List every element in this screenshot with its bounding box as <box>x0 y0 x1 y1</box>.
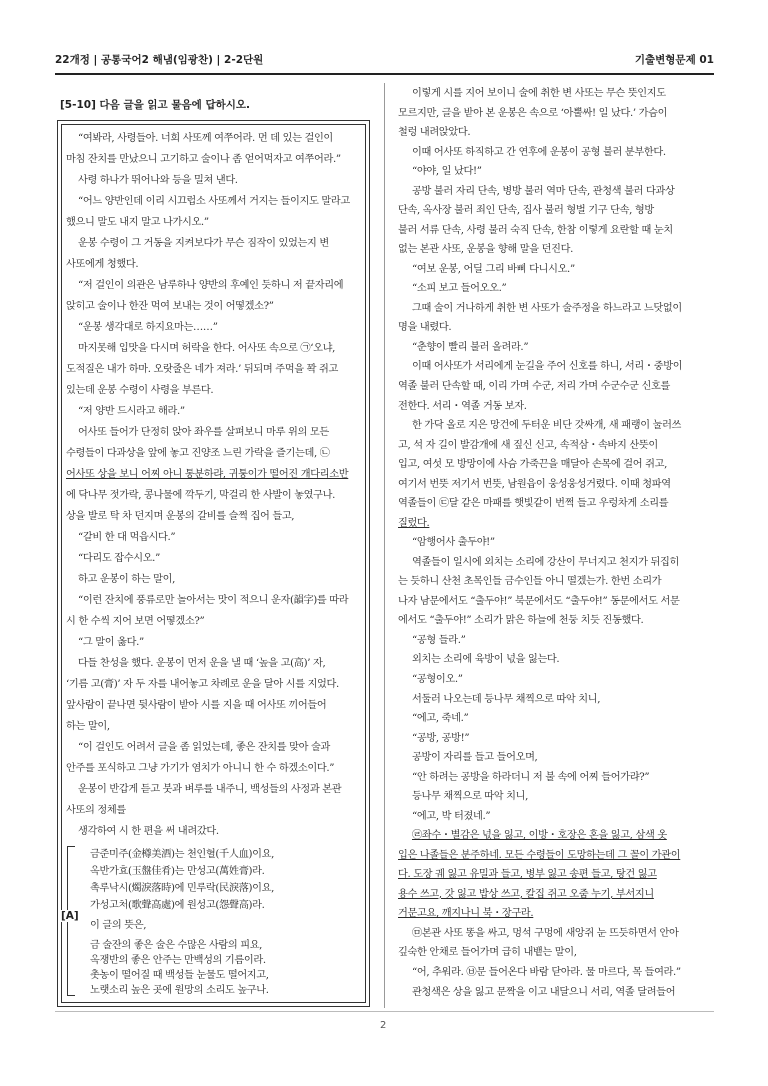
page-number: 2 <box>380 1020 387 1031</box>
passage-line: 안주를 포식하고 그냥 가기가 염치가 아니니 한 수 하겠소이다.” <box>66 763 335 774</box>
passage-line-marker-c-end: 질렀다. <box>398 517 430 529</box>
passage-line: 사령 하나가 뛰어나와 등을 밀쳐 낸다. <box>78 175 238 186</box>
column-divider <box>384 83 385 1008</box>
passage-line: “공형 들라.” <box>412 634 466 646</box>
passage-line: 여기서 번뜻 저기서 번뜻, 남원읍이 웅성웅성거렸다. 이때 청파역 <box>398 478 671 490</box>
poem-line: 촛농이 떨어질 때 백성들 눈물도 떨어지고, <box>90 970 269 981</box>
passage-line: 공방 불러 자리 단속, 병방 불러 역마 단속, 관청색 불러 다과상 <box>412 185 675 197</box>
passage-line: 깊숙한 안채로 들어가며 급히 내뱉는 말이, <box>398 947 577 959</box>
passage-line: 그때 술이 거나하게 취한 변 사또가 술주정을 하느라고 느닷없이 <box>412 302 682 314</box>
passage-line: “저 걸인이 의관은 남루하나 양반의 후예인 듯하니 저 끝자리에 <box>78 280 344 291</box>
passage-line: “다리도 잡수시오.” <box>78 553 160 564</box>
passage-line: 모르지만, 글을 받아 본 운봉은 속으로 ‘아뿔싸! 일 났다.’ 가슴이 <box>398 107 668 119</box>
passage-line-marker-d: 용수 쓰고, 갓 잃고 밥상 쓰고, 칼집 쥐고 오줌 누기, 부서지니 <box>398 888 654 900</box>
poem-label: [A] <box>61 910 79 922</box>
passage-line: “운봉 생각대로 하지요마는……” <box>78 322 218 333</box>
passage-line: 한 가닥 올로 지은 망건에 두터운 비단 갓싸개, 새 패랭이 눌러쓰 <box>412 420 682 431</box>
passage-line-marker-d: 입은 나졸들은 분주하네. 모든 수령들이 도망하는데 그 꼴이 가관이 <box>398 849 681 861</box>
passage-line: “야야, 일 났다!” <box>412 166 482 178</box>
poem-line: 금 술잔의 좋은 술은 수많은 사람의 피요, <box>90 940 263 951</box>
passage-line: 불러 서류 단속, 사령 불러 숙직 단속, 한참 이렇게 요란할 때 눈치 <box>398 224 673 236</box>
poem-line: 노랫소리 높은 곳에 원망의 소리도 높구나. <box>90 985 269 996</box>
passage-line: 하고 운봉이 하는 말이, <box>78 574 175 585</box>
passage-line: 도적질은 내가 하마. 오랏줄은 네가 져라.’ 뒤되며 주먹을 꽉 쥐고 <box>66 364 338 375</box>
passage-line: 이때 어사또 하직하고 간 연후에 운봉이 공형 불러 분부한다. <box>412 146 666 158</box>
passage-line: 수령들이 다과상을 앞에 놓고 진양조 느린 가락을 즐기는데, ㉡ <box>66 448 330 459</box>
passage-line: 고, 석 자 길이 발감개에 새 짚신 신고, 속적삼・속바지 산뜻이 <box>398 439 658 451</box>
passage-line: 했으니 말도 내지 말고 나가시오.” <box>66 217 209 228</box>
passage-line: 단속, 옥사장 불러 죄인 단속, 집사 불러 형벌 기구 단속, 형방 <box>398 205 654 217</box>
passage-line-marker-d-end: 거문고요, 깨지나니 북・장구라. <box>398 908 534 920</box>
passage-line: 어사또 들어가 단정히 앉아 좌우를 살펴보니 마루 위의 모든 <box>78 427 329 438</box>
passage-line-marker-e: ㉤본관 사또 똥을 싸고, 멍석 구멍에 새앙쥐 눈 뜨듯하면서 안아 <box>412 927 679 939</box>
passage-line: “이 걸인도 어려서 글을 좀 읽었는데, 좋은 잔치를 맞아 술과 <box>78 742 331 753</box>
poem-line: 촉루낙시(燭淚落時)에 민루락(民淚落)이요, <box>90 883 275 894</box>
header-course-info: 22개정 | 공통국어2 해냄(임광찬) | 2-2단원 <box>55 54 264 66</box>
passage-line: 입고, 여섯 모 방망이에 사슴 가죽끈을 매달아 손목에 걸어 쥐고, <box>398 459 668 471</box>
passage-line: 는 듯하니 산천 초목인들 금수인들 아니 떨겠는가. 한번 소리가 <box>398 576 662 588</box>
poem-line: 가성고처(歌聲高處)에 원성고(怨聲高)라. <box>90 900 265 911</box>
passage-line: 있는데 운봉 수령이 사령을 부른다. <box>66 385 214 396</box>
passage-line: 운봉이 반갑게 듣고 붓과 벼루를 내주니, 백성들의 사정과 본관 <box>78 784 342 795</box>
passage-line-marker-a: 마지못해 입맛을 다시며 허락을 한다. 어사또 속으로 ㉠‘오냐, <box>78 343 336 354</box>
footer-rule <box>55 1011 714 1012</box>
poem-bracket-top <box>67 846 75 847</box>
passage-line: “공방, 공방!” <box>412 732 470 744</box>
poem-line: 옥쟁반의 좋은 안주는 만백성의 기름이라. <box>90 955 266 966</box>
poem-line: 이 글의 뜻은, <box>90 920 147 931</box>
passage-line: “에고, 죽네.” <box>412 713 469 724</box>
passage-line: 서둘러 나오는데 등나무 채찍으로 따악 치니, <box>412 693 601 705</box>
passage-line: 앉히고 술이나 한잔 먹여 보내는 것이 어떻겠소?” <box>66 301 274 312</box>
header-rule <box>55 73 714 75</box>
passage-line: 에서도 “출두야!” 소리가 맑은 하늘에 천둥 치듯 진동했다. <box>398 615 644 627</box>
poem-bracket-bottom <box>67 995 75 996</box>
passage-line: 상을 발로 탁 차 던지며 운봉의 갈비를 슬쩍 집어 들고, <box>66 511 295 522</box>
passage-line: 외치는 소리에 육방이 넋을 잃는다. <box>412 654 560 666</box>
passage-line: 전한다. 서리・역졸 거동 보자. <box>398 400 527 412</box>
passage-line: ‘기름 고(膏)’ 자 두 자를 내어놓고 차례로 운을 달아 시를 지었다. <box>66 679 339 690</box>
passage-line: “갈비 한 대 먹읍시다.” <box>78 532 176 543</box>
passage-line: 시 한 수씩 지어 보면 어떻겠소?” <box>66 616 205 627</box>
poem-line: 금준미주(金樽美酒)는 천인혈(千人血)이요, <box>90 849 275 860</box>
passage-line: 이렇게 시를 지어 보이니 술에 취한 변 사또는 무슨 뜻인지도 <box>412 88 666 99</box>
passage-line: “안 하려는 공방을 하라더니 저 불 속에 어찌 들어가랴?” <box>412 771 650 783</box>
passage-line: 역졸들이 일시에 외치는 소리에 강산이 무너지고 천지가 뒤집히 <box>412 556 679 568</box>
passage-line: 사또에게 청했다. <box>66 259 139 270</box>
passage-line: “여봐라, 사령들아. 너희 사또께 여쭈어라. 먼 데 있는 걸인이 <box>78 133 333 144</box>
passage-line: 관청색은 상을 잃고 문짝을 이고 내달으니 서리, 역졸 달려들어 <box>412 986 676 998</box>
passage-line-marker-d: 다. 도장 궤 잃고 유밀과 들고, 병부 잃고 송편 들고, 탕건 잃고 <box>398 869 657 881</box>
passage-line: “공형이오.” <box>412 674 463 685</box>
passage-line: 이때 어사또가 서리에게 눈길을 주어 신호를 하니, 서리・중방이 <box>412 361 683 373</box>
passage-line: “에고, 박 터졌네.” <box>412 810 491 822</box>
passage-line-marker-c: 역졸들이 ㉢달 같은 마패를 햇빛같이 번쩍 들고 우렁차게 소리를 <box>398 498 669 510</box>
passage-line: 나자 남문에서도 “출두야!” 북문에서도 “출두야!” 동문에서도 서문 <box>398 595 680 607</box>
passage-line: “어느 양반인데 이리 시끄럽소 사또께서 거지는 들이지도 말라고 <box>78 196 350 207</box>
passage-line-marker-b: 어사또 상을 보니 어찌 아니 통분하랴, 귀퉁이가 떨어진 개다리소반 <box>66 469 349 480</box>
page-header <box>55 52 714 72</box>
passage-line: 하는 말이, <box>66 721 110 732</box>
passage-line: 운봉 수령이 그 거동을 지켜보다가 무슨 짐작이 있었는지 변 <box>78 238 329 249</box>
passage-line: 없는 본관 사또, 운봉을 향해 말을 던진다. <box>398 244 573 256</box>
passage-line-marker-d: ㉣좌수・별감은 넋을 잃고, 이방・호장은 혼을 잃고, 삼색 옷 <box>412 830 667 842</box>
passage-line: 사또의 정체를 <box>66 805 126 816</box>
passage-line-marker-f: “어, 추워라. ㉥문 들어온다 바람 닫아라. 물 마르다, 목 들여라.” <box>412 966 681 978</box>
passage-line: “춘향이 빨리 불러 올려라.” <box>412 341 529 353</box>
passage-line: 마침 잔치를 만났으니 고기하고 술이나 좀 얻어먹자고 여쭈어라.” <box>66 154 341 165</box>
passage-line: “이런 잔치에 풍류로만 놀아서는 맛이 적으니 운자(韻字)를 따라 <box>78 595 349 606</box>
passage-line: 앞사람이 끝나면 뒷사람이 받아 시를 지을 때 어사또 끼어들어 <box>66 700 327 711</box>
passage-line: “그 말이 옳다.” <box>78 637 144 648</box>
passage-line: 생각하여 시 한 편을 써 내려갔다. <box>78 826 219 837</box>
passage-line: “암행어사 출두야!” <box>412 537 495 549</box>
passage-line: 에 닥나무 젓가락, 콩나물에 깍두기, 막걸리 한 사발이 놓였구나. <box>66 490 336 501</box>
passage-line: “저 양반 드시라고 해라.” <box>78 406 185 417</box>
passage-line: 명을 내렸다. <box>398 322 452 334</box>
poem-line: 옥반가효(玉盤佳肴)는 만성고(萬姓膏)라. <box>90 866 265 877</box>
passage-line: “여보 운봉, 어딜 그리 바삐 다니시오.” <box>412 263 575 275</box>
passage-line: 역졸 불러 단속할 때, 이리 가며 수군, 저리 가며 수군수군 신호를 <box>398 381 670 392</box>
passage-line: 등나무 채찍으로 따악 치니, <box>412 791 528 803</box>
header-section-title: 기출변형문제 01 <box>634 54 714 66</box>
passage-line: 철렁 내려앉았다. <box>398 127 471 139</box>
passage-line: 다들 찬성을 했다. 운봉이 먼저 운을 낼 때 ‘높을 고(高)’ 자, <box>78 658 326 669</box>
passage-line: 공방이 자리를 들고 들어오며, <box>412 752 538 764</box>
question-instruction: [5-10] 다음 글을 읽고 물음에 답하시오. <box>60 99 250 111</box>
passage-line: “소피 보고 들어오오.” <box>412 283 507 295</box>
